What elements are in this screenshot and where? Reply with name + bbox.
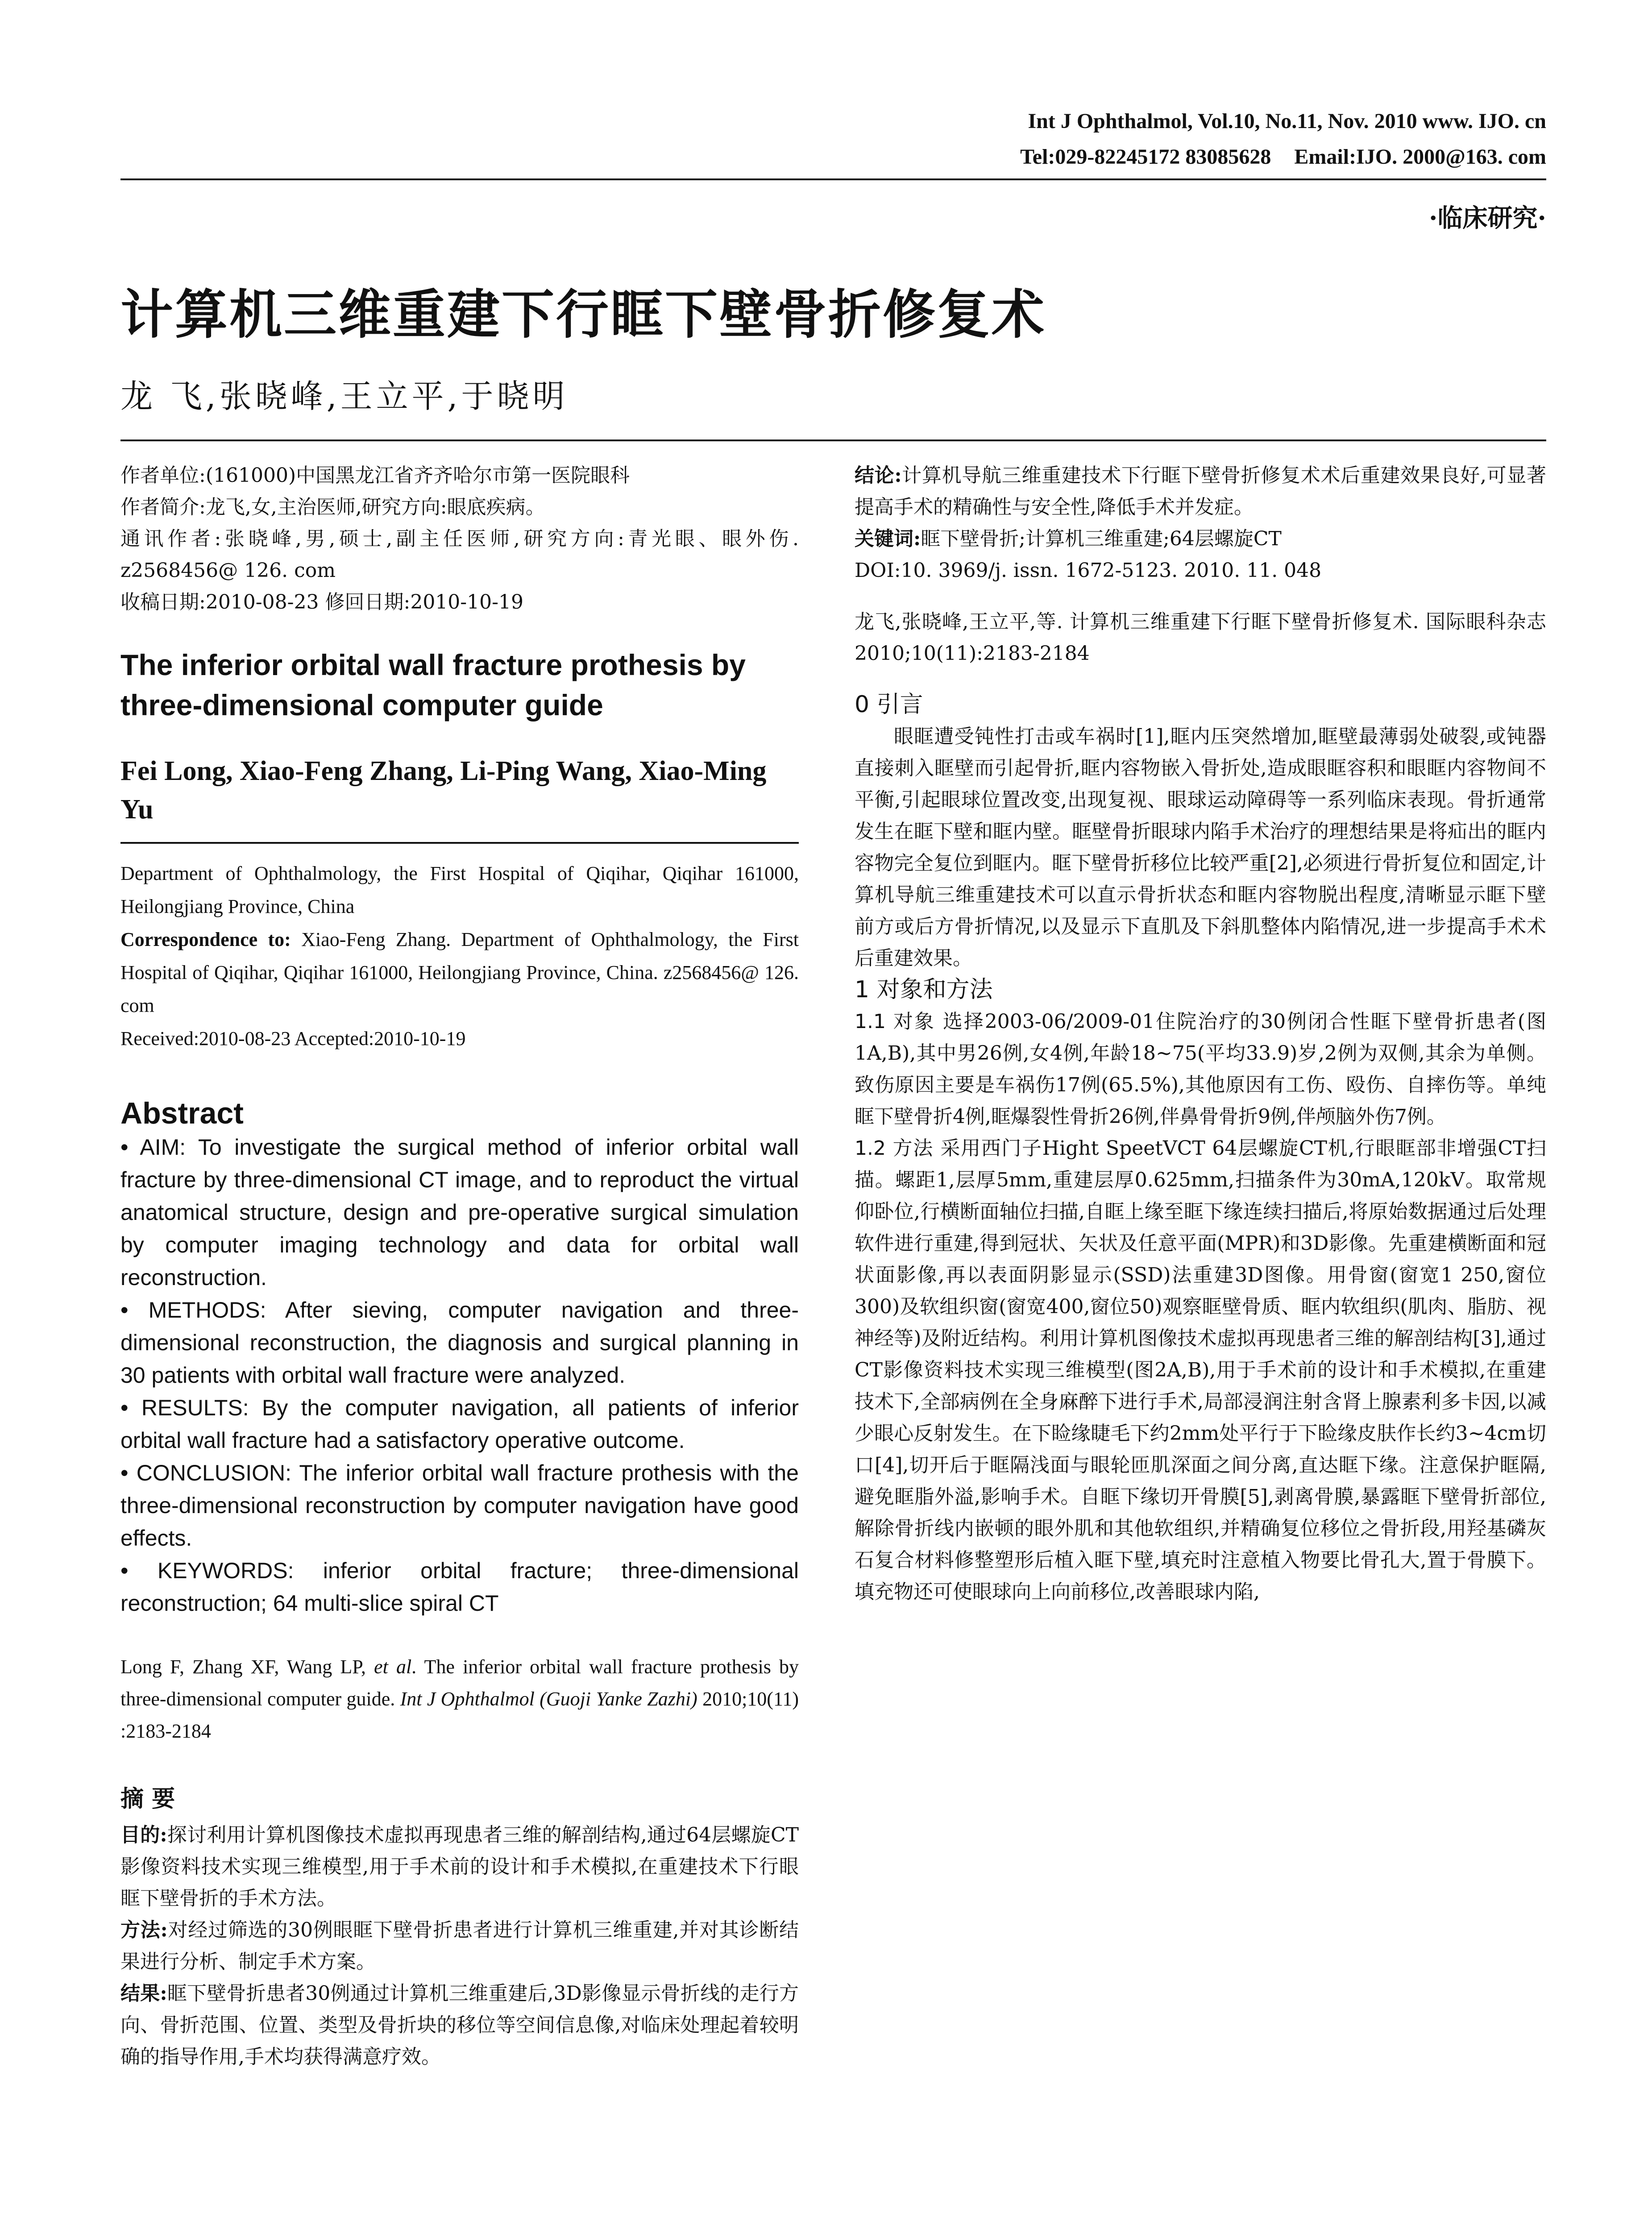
english-department: Department of Ophthalmology, the First Hospital of Qiqihar, Qiqihar 161000, Heilongjiang Province, China [120, 863, 799, 917]
subsection-1-1-label: 1.1 对象 [855, 1010, 935, 1033]
correspondence-label: Correspondence to: [120, 929, 291, 950]
abstract-aim: • AIM: To investigate the surgical method of inferior orbital wall fracture by three-dimensional CT image, and to reproduct the virtual anatomical structure, design and pre-operative surgical simulation by computer imaging technology and data for orbital wall reconstruction. [120, 1135, 799, 1290]
methods-text: 采用西门子Hight SpeetVCT 64层螺旋CT机,行眼眶部非增强CT扫描。螺距1,层厚5mm,重建层厚0.625mm,扫描条件为30mA,120kV。取常规仰卧位,行横断面轴位扫描,自眶上缘至眶下缘连续扫描后,将原始数据通过后处理软件进行重建,得到冠状、矢状及任意平面(MPR)和3D影像。先重建横断面和冠状面影像,再以表面阴影显示(SSD)法重建3D图像。用骨窗(窗宽1 250,窗位300)及软组织窗(窗宽400,窗位50)观察眶壁骨质、眶内软组织(肌肉、脂肪、视神经等)及附近结构。利用计算机图像技术虚拟再现患者三维的解剖结构[3],通过CT影像资料技术实现三维模型(图2A,B),用于手术前的设计和手术模拟,在重建技术下,全部病例在全身麻醉下进行手术,局部浸润注射含肾上腺素利多卡因,以减少眼心反射发生。在下睑缘睫毛下约2mm处平行于下睑缘皮肤作长约3~4cm切口[4],切开后于眶隔浅面与眼轮匝肌深面之间分离,直达眶下缘。注意保护眶隔,避免眶脂外溢,影响手术。自眶下缘切开骨膜[5],剥离骨膜,暴露眶下壁骨折部位,解除骨折线内嵌顿的眼外肌和其他软组织,并精确复位移位之骨折段,用羟基磷灰石复合材料修整塑形后植入眶下壁,填充时注意植入物要比骨孔大,置于骨膜下。填充物还可使眼球向上向前移位,改善眼球内陷, [855, 1137, 1546, 1603]
corresponding-author: 通讯作者:张晓峰,男,硕士,副主任医师,研究方向:青光眼、眼外伤. z2568456@ 126. com [120, 527, 799, 582]
journal-info-line: Int J Ophthalmol, Vol.10, No.11, Nov. 2010 www. IJO. cn [1028, 109, 1546, 133]
journal-email: Email:IJO. 2000@163. com [1294, 145, 1546, 169]
author-info [120, 460, 799, 618]
article-authors: 龙 飞,张晓峰,王立平,于晓明 [120, 377, 569, 415]
english-affiliation [120, 857, 799, 1055]
abstract-methods: • METHODS: After sieving, computer navigation and three-dimensional reconstruction, the diagnosis and surgical planning in 30 patients with orbital wall fracture were analyzed. [120, 1298, 799, 1388]
correspondence-text: Xiao-Feng Zhang. Department of Ophthalmology, the First Hospital of Qiqihar, Qiqihar 161000, Heilongjiang Province, China. z2568456@ 126. com [120, 929, 799, 1016]
zh-keywords-label: 关键词: [855, 527, 921, 550]
zh-results-text: 眶下壁骨折患者30例通过计算机三维重建后,3D影像显示骨折线的走行方向、骨折范围、位置、类型及骨折块的移位等空间信息像,对临床处理起着较明确的指导作用,手术均获得满意疗效。 [120, 1982, 799, 2068]
english-abstract [120, 1131, 799, 1620]
section-heading-introduction: 0 引言 [855, 691, 923, 718]
citation-authors: Long F, Zhang XF, Wang LP, [120, 1656, 374, 1678]
zh-keywords-text: 眶下壁骨折;计算机三维重建;64层螺旋CT [921, 527, 1282, 550]
english-authors-divider [120, 842, 799, 844]
right-column [855, 460, 1546, 1608]
zh-results [120, 1978, 799, 2073]
citation-title: . The inferior orbital wall fracture prothesis by three-dimensional computer guide. [120, 1656, 799, 1710]
subjects-text: 选择2003-06/2009-01住院治疗的30例闭合性眶下壁骨折患者(图1A,B),其中男26例,女4例,年龄18~75(平均33.9)岁,2例为双侧,其余为单侧。致伤原因主要是车祸伤17例(65.5%),其他原因有工伤、殴伤、自摔伤等。单纯眶下壁骨折4例,眶爆裂性骨折26例,伴鼻骨骨折9例,伴颅脑外伤7例。 [855, 1010, 1546, 1128]
column-label: ·临床研究· [1429, 203, 1546, 233]
header-divider [120, 178, 1546, 180]
zh-conclusion [855, 460, 1546, 523]
english-title: The inferior orbital wall fracture prothesis by three-dimensional computer guide [120, 648, 746, 722]
english-authors: Fei Long, Xiao-Feng Zhang, Li-Ping Wang, Xiao-Ming Yu [120, 756, 767, 825]
zh-methods-text: 对经过筛选的30例眼眶下壁骨折患者进行计算机三维重建,并对其诊断结果进行分析、制定手术方案。 [120, 1919, 799, 1973]
abstract-heading: Abstract [120, 1096, 244, 1130]
zh-results-label: 结果: [120, 1982, 167, 2005]
english-correspondence [120, 923, 799, 1022]
zh-doi: DOI:10. 3969/j. issn. 1672-5123. 2010. 11. 048 [855, 559, 1322, 582]
author-bio: 作者简介:龙飞,女,主治医师,研究方向:眼底疾病。 [120, 496, 545, 518]
zh-keywords [855, 523, 1546, 555]
zh-aim [120, 1819, 799, 1914]
citation-etal: et al [374, 1656, 412, 1678]
subjects-paragraph [855, 1006, 1546, 1132]
abstract-keywords: • KEYWORDS: inferior orbital fracture; three-dimensional reconstruction; 64 multi-slice spiral CT [120, 1558, 799, 1616]
english-received: Received:2010-08-23 Accepted:2010-10-19 [120, 1028, 466, 1049]
chinese-citation: 龙飞,张晓峰,王立平,等. 计算机三维重建下行眶下壁骨折修复术. 国际眼科杂志 2010;10(11):2183-2184 [855, 610, 1546, 665]
citation-volume: 2010;10(11) :2183-2184 [120, 1688, 799, 1742]
zh-methods [120, 1914, 799, 1978]
zh-aim-text: 探讨利用计算机图像技术虚拟再现患者三维的解剖结构,通过64层螺旋CT影像资料技术实现三维模型,用于手术前的设计和手术模拟,在重建技术下行眼眶下壁骨折的手术方法。 [120, 1824, 799, 1910]
zh-aim-label: 目的: [120, 1824, 167, 1846]
journal-header [654, 104, 1546, 175]
methods-paragraph [855, 1132, 1546, 1608]
zh-conclusion-label: 结论: [855, 464, 902, 487]
journal-tel: Tel:029-82245172 83085628 [1020, 145, 1271, 169]
abstract-conclusion: • CONCLUSION: The inferior orbital wall fracture prothesis with the three-dimensional reconstruction by computer navigation have good effects. [120, 1460, 799, 1551]
article-title: 计算机三维重建下行眶下壁骨折修复术 [120, 284, 1046, 345]
chinese-abstract-heading: 摘 要 [120, 1785, 175, 1812]
introduction-paragraph: 眼眶遭受钝性打击或车祸时[1],眶内压突然增加,眶壁最薄弱处破裂,或钝器直接刺入眶壁而引起骨折,眶内容物嵌入骨折处,造成眼眶容积和眼眶内容物间不平衡,引起眼球位置改变,出现复视、眼球运动障碍等一系列临床表现。骨折通常发生在眶下壁和眶内壁。眶壁骨折眼球内陷手术治疗的理想结果是将疝出的眶内容物完全复位到眶内。眶下壁骨折移位比较严重[2],必须进行骨折复位和固定,计算机导航三维重建技术可以直示骨折状态和眶内容物脱出程度,清晰显示眶下壁前方或后方骨折情况,以及显示下直肌及下斜肌整体内陷情况,进一步提高手术术后重建效果。 [855, 725, 1546, 970]
english-citation [120, 1651, 799, 1747]
authors-divider [120, 440, 1546, 441]
citation-journal: Int J Ophthalmol (Guoji Yanke Zazhi) [400, 1688, 697, 1710]
zh-conclusion-text: 计算机导航三维重建技术下行眶下壁骨折修复术术后重建效果良好,可显著提高手术的精确性与安全性,降低手术并发症。 [855, 464, 1547, 518]
zh-methods-label: 方法: [120, 1919, 168, 1941]
author-unit: 作者单位:(161000)中国黑龙江省齐齐哈尔市第一医院眼科 [120, 464, 630, 487]
journal-contact-line [654, 139, 1546, 175]
subsection-1-2-label: 1.2 方法 [855, 1137, 934, 1160]
section-heading-methods: 1 对象和方法 [855, 976, 993, 1003]
received-dates: 收稿日期:2010-08-23 修回日期:2010-10-19 [120, 591, 524, 614]
abstract-results: • RESULTS: By the computer navigation, all patients of inferior orbital wall fracture had a satisfactory operative outcome. [120, 1395, 799, 1453]
left-column [120, 460, 799, 2073]
